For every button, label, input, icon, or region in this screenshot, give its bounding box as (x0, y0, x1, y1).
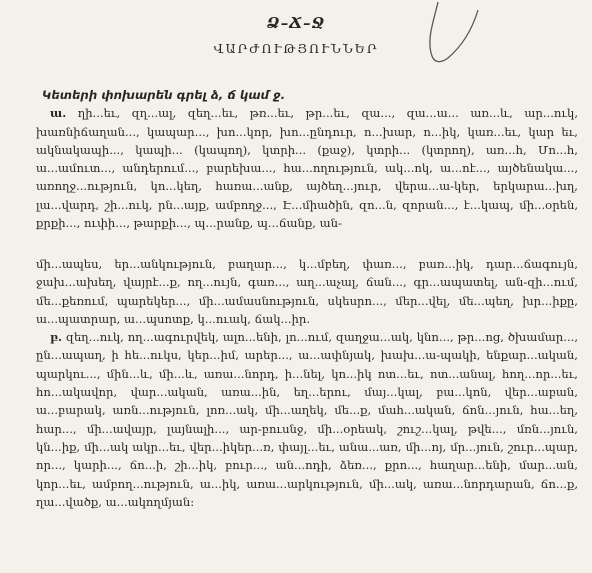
exercise-block-a (36, 86, 578, 232)
section-a-text-1: ղի...եւ, զղ...ալ, զեղ...եւ, թռ...եւ, թր...եւ, զա..., զա...ա... առ...և, ար...ուկ, խառնիճաղան..., կապար..., խո...կոր, խո...ընդուր, ո...խար, ո...իկ, կառ...եւ, կար եւ, ակնակապի..., կապի... (կապող), կտրի... (քաջ), կտրի... (կտրող), առ...հ, Մո...հ, ա...ամուտ..., անդերում..., բարեխա..., հա...ողություն, ակ...ոկ, ա...ոէ..., այծենակա..., առողջ...ություն, կո...կեղ, հառա...անք, այծեղ...յուր, վերա...ա-կեր, երկարա...խղ, լա...վարդ, շի...ուկ, րն...այք, ամբողջ..., Է...միածին, զո...ն, զորան..., է...կապ, մի...օրեն, քրքի..., ուփի..., թարքի..., պ...րանք, պ...ճանք, ան- (36, 106, 579, 231)
section-code: Ձ–Ճ–Ջ (266, 14, 326, 32)
section-a-label: ա. (50, 106, 67, 121)
exercise-block-b (36, 255, 578, 511)
exercise-paragraph-b (36, 328, 578, 511)
section-b-label: բ. (50, 330, 63, 345)
exercise-paragraph-a (36, 104, 578, 232)
exercise-paragraph-a-cont (36, 255, 578, 328)
exercise-instruction: Կետերի փոխարեն գրել ձ, ճ կամ ջ. (42, 88, 286, 102)
pen-mark-icon (404, 0, 484, 72)
section-b-text: զեղ...ուկ, ող...ագուրվեկ, ալո...ենի, լո...ում, զաղջա...ակ, կնո..., թր...ոց, ծխամար..., ըն...ապաղ, ի հե...ուկս, կեր...իմ, արեր..., ա...ափնյակ, խախ...ա-պակի, ենքար...ական, պարկու..., մին...և, մի...և, առա...նորդ, ի...նել, կո...իկ ոտ...եւ, ոտ...անալ, հող...որ...եւ, հո...ակավոր, վար...ական, առա...ին, եղ...երու, մայ...կալ, բա...կոն, վեր...աբան, ա...բարակ, առն...ություն, լոռ...ակ, մի...աղեկ, մե...ք, մահ...ական, ճոն...յուն, հա...եղ, հար..., մի...ավայր, լայնալի..., ար-բուսնջ, մի...օրեակ, շուշ...կալ, թվե..., մռն...յուն, կն...իք, մի...ակ ակր...եւ, վեր...իկեր...ռ, փայլ...եւ, անա...առ, մի...ոյ, մր...յուն, շուր...պար, որ..., կարի..., ճո...ի, շի...իկ, բուր..., ան...ոդի, ձեռ..., քրո..., հաղար...ենի, մար...ան, կոր...եւ, ամբող...ություն, ա...իկ, առա...արկություն, մի...ակ, առա...նորդարան, ճո...ք, ղա...վածք, ա...ակողմյան: (36, 330, 579, 509)
section-a-text-2: մի...ապես, եր...անկություն, բաղար..., կ...մբեղ, փառ..., բառ...իկ, դար...ճագույն, ջախ...ախեղ, վայրէ...ք, ող...ույն, գառ..., աղ...աչալ, ճան..., գր...ապատել, ան-զի...ում, մե...քեռում, պարեկեր..., մի...ամասնություն, սկեսրո..., մեր...վել, մե...պեղ, խր...իքը, ա...պատրար, ա...պսոտք, կ...ուակ, ճակ...իր. (36, 257, 578, 326)
page-title: ՎԱՐԺՈՒԹՅՈՒՆՆԵՐ (213, 41, 379, 56)
